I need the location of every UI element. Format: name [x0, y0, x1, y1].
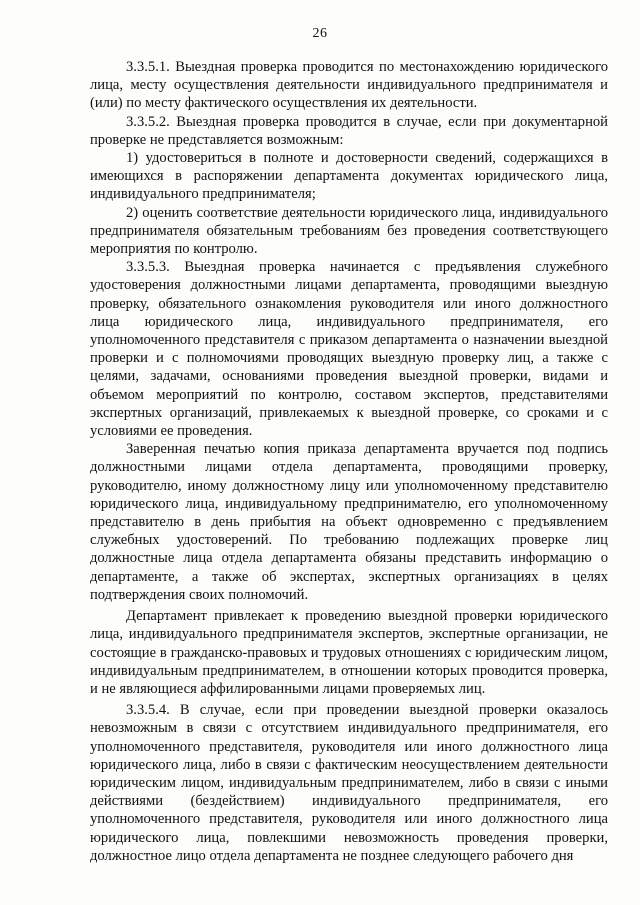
paragraph-3-3-5-3: 3.3.5.3. Выездная проверка начинается с предъявления служебного удостоверения должностными лицами департамента, проводящими выездную проверку, обязательного ознакомления руководителя или иного должностного лица юридического лица, индивидуального предпринимателя, его уполномоченного представителя с приказом департамента о назначении выездной проверки и с полномочиями проводящих выездную проверку лиц, а также с целями, задачами, основаниями проведения выездной проверки, видами и объемом мероприятий по контролю, составом экспертов, представителями экспертных организаций, привлекаемых к выездной проверке, со сроками и с условиями ее проведения.	[90, 259, 608, 440]
document-body	[90, 58, 608, 865]
page-number: 26	[312, 26, 328, 41]
paragraph-experts: Департамент привлекает к проведению выездной проверки юридического лица, индивидуального предпринимателя экспертов, экспертные организации, не состоящие в гражданско-правовых и трудовых отношениях с юридическим лицом, индивидуальным предпринимателем, в отношении которых проводится проверка, и не являющиеся аффилированными лицами проверяемых лиц.	[90, 608, 608, 697]
list-item-1: 1) удостовериться в полноте и достоверности сведений, содержащихся в имеющихся в распоряжении департамента документах юридического лица, индивидуального предпринимателя;	[90, 150, 608, 203]
paragraph-3-3-5-1: 3.3.5.1. Выездная проверка проводится по местонахождению юридического лица, месту осуществления деятельности индивидуального предпринимателя и (или) по месту фактического осуществления их деятельности.	[90, 59, 608, 112]
paragraph-3-3-5-4: 3.3.5.4. В случае, если при проведении выездной проверки оказалось невозможным в связи с отсутствием индивидуального предпринимателя, его уполномоченного представителя, руководителя или иного должностного лица юридического лица, либо в связи с фактическим неосуществлением деятельности юридическим лицом, индивидуальным предпринимателем, либо в связи с иными действиями (бездействием) индивидуального предпринимателя, его уполномоченного представителя, руководителя или иного должностного лица юридического лица, повлекшими невозможность проведения проверки, должностное лицо отдела департамента не позднее следующего рабочего дня	[90, 702, 608, 864]
paragraph-3-3-5-2: 3.3.5.2. Выездная проверка проводится в случае, если при документарной проверке не представляется возможным:	[90, 113, 608, 148]
list-item-2: 2) оценить соответствие деятельности юридического лица, индивидуального предпринимателя обязательным требованиям без проведения соответствующего мероприятия по контролю.	[90, 204, 608, 258]
paragraph-order-copy: Заверенная печатью копия приказа департамента вручается под подпись должностными лицами отдела департамента, проводящими проверку, руководителю, иному должностному лицу или уполномоченному представителю юридического лица, индивидуальному предпринимателю, его уполномоченному представителю в день прибытия на объект одновременно с предъявлением служебных удостоверений. По требованию подлежащих проверке лиц должностные лица отдела департамента обязаны представить информацию о департаменте, а также об экспертах, экспертных организациях в целях подтверждения своих полномочий.	[90, 441, 608, 603]
